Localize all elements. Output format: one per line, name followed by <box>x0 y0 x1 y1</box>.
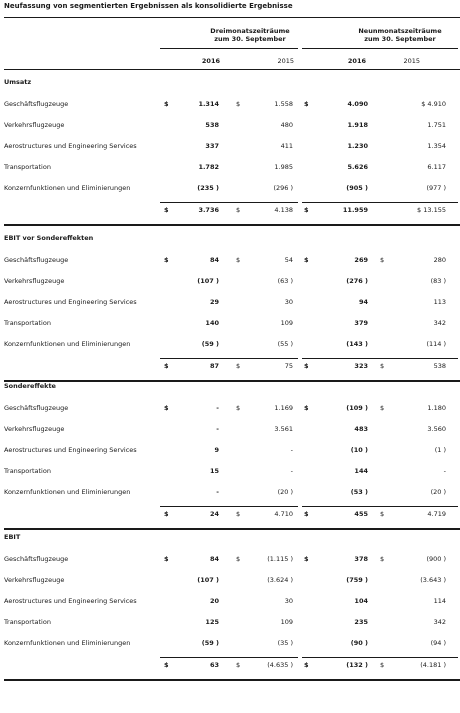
currency-symbol: $ <box>304 256 309 264</box>
value-cell: 378 <box>354 555 368 563</box>
header-bottom-rule <box>4 69 460 70</box>
year-3m-2015: 2015 <box>277 57 294 65</box>
value-cell: (63 ) <box>277 277 293 285</box>
currency-symbol: $ <box>164 256 169 264</box>
table-row <box>0 340 460 350</box>
currency-symbol: $ <box>380 256 385 264</box>
value-cell: (3.643 ) <box>420 576 446 584</box>
currency-symbol: $ <box>236 362 241 370</box>
value-cell: 4.090 <box>347 100 368 108</box>
currency-symbol: $ <box>236 206 241 214</box>
currency-symbol: $ <box>164 362 169 370</box>
value-cell: 1.985 <box>274 163 293 171</box>
value-cell: (20 ) <box>277 488 293 496</box>
currency-symbol: $ <box>304 362 309 370</box>
table-row <box>0 404 460 414</box>
value-cell: (977 ) <box>426 184 446 192</box>
row-label: Konzernfunktionen und Eliminierungen <box>4 639 131 647</box>
total-separator <box>160 358 298 359</box>
table-row <box>0 446 460 456</box>
value-cell: 4.138 <box>274 206 293 214</box>
value-cell: 125 <box>205 618 219 626</box>
currency-symbol: $ <box>304 404 309 412</box>
value-cell: (132 ) <box>346 661 368 669</box>
currency-symbol: $ <box>164 206 169 214</box>
value-cell: (107 ) <box>197 277 219 285</box>
value-cell: (90 ) <box>350 639 368 647</box>
table-row <box>0 319 460 329</box>
value-cell: (10 ) <box>350 446 368 454</box>
row-label: Geschäftsflugzeuge <box>4 256 69 264</box>
table-row <box>0 576 460 586</box>
value-cell: 109 <box>280 618 293 626</box>
value-cell: (3.624 ) <box>267 576 293 584</box>
value-cell: 280 <box>433 256 446 264</box>
currency-symbol: $ <box>304 206 309 214</box>
header-three-months-line1: Dreimonatszeiträume <box>210 27 290 35</box>
value-cell: 1.169 <box>274 404 293 412</box>
section-title: EBIT vor Sondereffekten <box>4 234 94 242</box>
value-cell: 15 <box>209 467 219 475</box>
currency-symbol: $ <box>304 661 309 669</box>
row-label: Transportation <box>4 319 51 327</box>
row-label: Konzernfunktionen und Eliminierungen <box>4 340 131 348</box>
currency-symbol: $ <box>304 555 309 563</box>
currency-symbol: $ <box>164 661 169 669</box>
table-row <box>0 425 460 435</box>
currency-symbol: $ <box>380 555 385 563</box>
year-3m-2016: 2016 <box>201 57 220 65</box>
section-bottom-rule <box>4 528 460 530</box>
table-row <box>0 142 460 152</box>
value-cell: (20 ) <box>430 488 446 496</box>
row-label: Aerostructures und Engineering Services <box>4 446 137 454</box>
total-row <box>0 510 460 520</box>
value-cell: (759 ) <box>346 576 368 584</box>
value-cell: 1.314 <box>198 100 219 108</box>
value-cell: (1.115 ) <box>267 555 293 563</box>
table-row <box>0 618 460 628</box>
value-cell: 11.959 <box>342 206 368 214</box>
value-cell: 30 <box>284 597 293 605</box>
row-label: Verkehrsflugzeuge <box>4 425 65 433</box>
table-row <box>0 597 460 607</box>
currency-symbol: $ <box>304 510 309 518</box>
value-cell: 538 <box>433 362 446 370</box>
table-row <box>0 298 460 308</box>
table-row <box>0 163 460 173</box>
total-separator <box>302 202 458 203</box>
currency-symbol: $ <box>236 555 241 563</box>
value-cell: 480 <box>280 121 293 129</box>
value-cell: (900 ) <box>426 555 446 563</box>
value-cell: 4.719 <box>427 510 446 518</box>
value-cell: 84 <box>209 555 219 563</box>
header-group-underline-1 <box>160 48 298 49</box>
table-row <box>0 256 460 266</box>
value-cell: 1.230 <box>347 142 368 150</box>
value-cell: 455 <box>354 510 368 518</box>
total-separator <box>302 358 458 359</box>
value-cell: (905 ) <box>346 184 368 192</box>
row-label: Aerostructures und Engineering Services <box>4 597 137 605</box>
table-row <box>0 184 460 194</box>
row-label: Verkehrsflugzeuge <box>4 121 65 129</box>
row-label: Geschäftsflugzeuge <box>4 100 69 108</box>
total-separator <box>302 506 458 507</box>
value-cell: 3.560 <box>427 425 446 433</box>
table-row <box>0 639 460 649</box>
value-cell: (94 ) <box>430 639 446 647</box>
value-cell: 9 <box>214 446 219 454</box>
header-nine-months-line2: zum 30. September <box>364 35 436 43</box>
value-cell: 269 <box>354 256 368 264</box>
table-row <box>0 467 460 477</box>
section-bottom-rule <box>4 679 460 681</box>
row-label: Transportation <box>4 163 51 171</box>
year-9m-2015: 2015 <box>403 57 420 65</box>
total-separator <box>160 506 298 507</box>
currency-symbol: $ <box>236 510 241 518</box>
value-cell: 29 <box>209 298 219 306</box>
value-cell: 113 <box>433 298 446 306</box>
currency-symbol: $ <box>236 661 241 669</box>
table-row <box>0 488 460 498</box>
currency-symbol: $ <box>380 362 385 370</box>
row-label: Geschäftsflugzeuge <box>4 555 69 563</box>
value-cell: (296 ) <box>273 184 293 192</box>
value-cell: 24 <box>209 510 219 518</box>
header-nine-months <box>350 27 450 43</box>
value-cell: 3.561 <box>274 425 293 433</box>
row-label: Aerostructures und Engineering Services <box>4 298 137 306</box>
top-rule <box>4 17 460 18</box>
row-label: Verkehrsflugzeuge <box>4 576 65 584</box>
value-cell: - <box>290 446 293 454</box>
value-cell: 342 <box>433 319 446 327</box>
header-three-months-line2: zum 30. September <box>214 35 286 43</box>
section-title: Umsatz <box>4 78 32 86</box>
currency-symbol: $ <box>164 555 169 563</box>
currency-symbol: $ <box>236 256 241 264</box>
value-cell: 411 <box>280 142 293 150</box>
total-separator <box>160 657 298 658</box>
value-cell: 3.736 <box>198 206 219 214</box>
row-label: Verkehrsflugzeuge <box>4 277 65 285</box>
table-row <box>0 277 460 287</box>
value-cell: (276 ) <box>346 277 368 285</box>
value-cell: 1.751 <box>427 121 446 129</box>
row-label: Transportation <box>4 467 51 475</box>
row-label: Konzernfunktionen und Eliminierungen <box>4 184 131 192</box>
value-cell: 54 <box>284 256 293 264</box>
value-cell: 1.558 <box>274 100 293 108</box>
currency-symbol: $ <box>236 100 241 108</box>
row-label: Konzernfunktionen und Eliminierungen <box>4 488 131 496</box>
value-cell: 104 <box>354 597 368 605</box>
value-cell: (114 ) <box>426 340 446 348</box>
header-group-underline-2 <box>302 48 458 49</box>
value-cell: (107 ) <box>197 576 219 584</box>
value-cell: (55 ) <box>277 340 293 348</box>
total-separator <box>302 657 458 658</box>
value-cell: 379 <box>354 319 368 327</box>
value-cell: (235 ) <box>197 184 219 192</box>
value-cell: 75 <box>284 362 293 370</box>
header-three-months <box>200 27 300 43</box>
currency-symbol: $ <box>380 661 385 669</box>
value-cell: - <box>216 425 219 433</box>
currency-symbol: $ <box>304 100 309 108</box>
value-cell: 323 <box>354 362 368 370</box>
value-cell: 114 <box>433 597 446 605</box>
value-cell: 1.918 <box>347 121 368 129</box>
value-cell: 20 <box>209 597 219 605</box>
table-row <box>0 555 460 565</box>
currency-symbol: $ <box>236 404 241 412</box>
value-cell: 1.782 <box>198 163 219 171</box>
value-cell: 30 <box>284 298 293 306</box>
value-cell: 5.626 <box>347 163 368 171</box>
section-bottom-rule <box>4 380 460 382</box>
value-cell: (53 ) <box>350 488 368 496</box>
row-label: Aerostructures und Engineering Services <box>4 142 137 150</box>
value-cell: 63 <box>209 661 219 669</box>
value-cell: (35 ) <box>277 639 293 647</box>
value-cell: 1.180 <box>427 404 446 412</box>
value-cell: (4.181 ) <box>420 661 446 669</box>
value-cell: - <box>216 404 219 412</box>
value-cell: (83 ) <box>430 277 446 285</box>
year-9m-2016: 2016 <box>347 57 366 65</box>
value-cell: 4.710 <box>274 510 293 518</box>
value-cell: 235 <box>354 618 368 626</box>
currency-symbol: $ <box>164 510 169 518</box>
value-cell: 84 <box>209 256 219 264</box>
value-cell: 342 <box>433 618 446 626</box>
section-bottom-rule <box>4 224 460 226</box>
value-cell: $ 13.155 <box>417 206 446 214</box>
value-cell: (4.635 ) <box>267 661 293 669</box>
total-separator <box>160 202 298 203</box>
row-label: Geschäftsflugzeuge <box>4 404 69 412</box>
value-cell: 337 <box>205 142 219 150</box>
value-cell: 87 <box>209 362 219 370</box>
value-cell: 1.354 <box>427 142 446 150</box>
section-title: Sondereffekte <box>4 382 56 390</box>
value-cell: 109 <box>280 319 293 327</box>
value-cell: (59 ) <box>201 340 219 348</box>
value-cell: - <box>443 467 446 475</box>
currency-symbol: $ <box>380 510 385 518</box>
total-row <box>0 206 460 216</box>
table-row <box>0 121 460 131</box>
value-cell: (59 ) <box>201 639 219 647</box>
value-cell: $ 4.910 <box>421 100 446 108</box>
value-cell: 140 <box>205 319 219 327</box>
currency-symbol: $ <box>164 404 169 412</box>
table-row <box>0 100 460 110</box>
total-row <box>0 362 460 372</box>
value-cell: (109 ) <box>346 404 368 412</box>
value-cell: 6.117 <box>427 163 446 171</box>
value-cell: 94 <box>358 298 368 306</box>
value-cell: (1 ) <box>434 446 446 454</box>
section-title: EBIT <box>4 533 21 541</box>
page-title: Neufassung von segmentierten Ergebnissen als konsolidierte Ergebnisse <box>4 2 293 10</box>
value-cell: 483 <box>354 425 368 433</box>
row-label: Transportation <box>4 618 51 626</box>
header-nine-months-line1: Neunmonatszeiträume <box>358 27 442 35</box>
total-row <box>0 661 460 671</box>
currency-symbol: $ <box>164 100 169 108</box>
value-cell: - <box>290 467 293 475</box>
currency-symbol: $ <box>380 404 385 412</box>
value-cell: (143 ) <box>346 340 368 348</box>
value-cell: - <box>216 488 219 496</box>
value-cell: 144 <box>354 467 368 475</box>
value-cell: 538 <box>205 121 219 129</box>
